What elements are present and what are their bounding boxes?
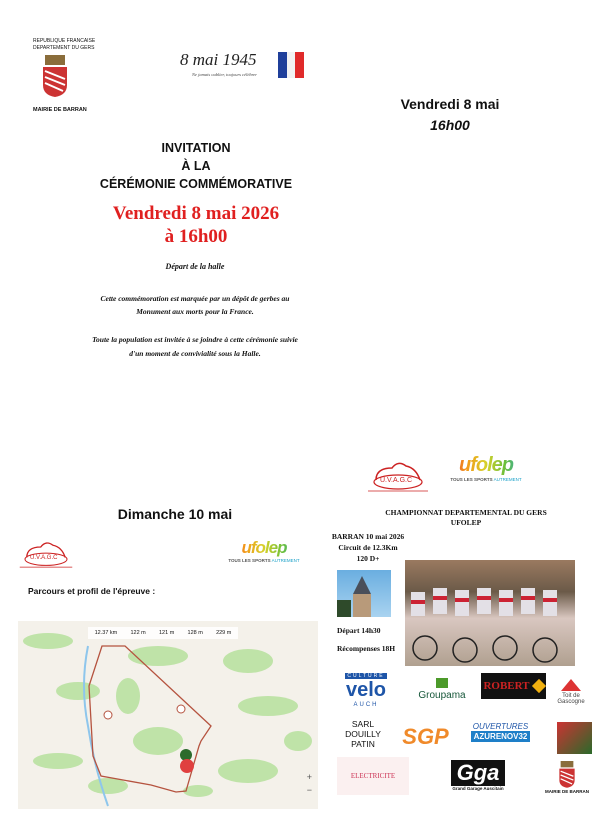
sponsor-azurenov: OUVERTURES AZURENOV32 [468, 713, 533, 751]
sponsor-mairie-barran: MAIRIE DE BARRAN [540, 756, 594, 798]
mairie-label: MAIRIE DE BARRAN [33, 107, 87, 113]
map-zoom-controls [307, 771, 312, 797]
course-map[interactable] [18, 621, 318, 809]
zoom-out-icon[interactable]: − [306, 785, 312, 795]
friday-time: 16h00 [430, 117, 470, 133]
ceremony-invitation-text: Toute la population est invitée à se joindre à cette cérémonie suivie d'un moment de convivialité sous la Halle. [92, 335, 298, 358]
barran-crest-icon [40, 55, 70, 99]
groupama-leaf-icon [436, 678, 448, 688]
ufolep-logo-small: ufolep TOUS LES SPORTS AUTREMENT [226, 538, 302, 563]
sponsor-toit-de-gascogne: Toit de Gascogne [548, 671, 594, 713]
course-title: Parcours et profil de l'épreuve : [28, 586, 156, 596]
championship-title: CHAMPIONNAT DEPARTEMENTAL DU GERS UFOLEP [385, 508, 547, 527]
barran-crest-icon [557, 761, 577, 789]
race-info: BARRAN 10 mai 2026 Circuit de 12.3Km 120 D+ [331, 532, 405, 563]
start-time: Départ 14h30 [337, 626, 381, 635]
cyclist-icon [366, 458, 430, 494]
sponsor-electricite: ELECTRICITE [337, 757, 409, 795]
ceremony-description: Cette commémoration est marquée par un dépôt de gerbes au Monument aux morts pour la France. [100, 294, 290, 316]
sponsor-douilly-patin: SARL DOUILLY PATIN [345, 719, 381, 749]
uvagc-logo-small: U.V.A.G.C [18, 538, 74, 575]
map-stats-bar: 12.37 km 122 m 121 m 128 m 229 m [88, 627, 238, 639]
team-photo [405, 560, 575, 666]
sponsor-robert: ROBERT [481, 673, 546, 699]
sponsor-sgp: SGP [402, 724, 449, 749]
banner-8-mai-1945: 8 mai 1945 Ne jamais oublier, toujours célébrer [178, 50, 304, 80]
finish-marker-icon [180, 759, 194, 773]
invitation-title: INVITATION À LA CÉRÉMONIE COMMÉMORATIVE [99, 141, 293, 191]
zoom-in-icon[interactable]: + [306, 772, 312, 782]
uvagc-logo: U.V.A.G.C [366, 458, 430, 499]
sunday-day: Dimanche 10 mai [117, 506, 233, 522]
french-flag-icon [278, 52, 304, 78]
departure-text: Départ de la halle [165, 262, 225, 271]
ceremony-date: Vendredi 8 mai 2026 à 16h00 [112, 203, 280, 247]
sponsor-groupama: Groupama [412, 672, 472, 706]
sponsor-culture-velo: CULTURE velo AUCH [345, 672, 387, 708]
church-photo [337, 570, 391, 617]
ufolep-logo: ufolep TOUS LES SPORTS AUTREMENT [448, 454, 524, 482]
republic-label: REPUBLIQUE FRANCAISE DEPARTEMENT DU GERS [33, 38, 96, 51]
sponsor-gga: Gga Grand Garage Auscitain [452, 759, 504, 791]
map-terrain [18, 621, 318, 809]
sponsor-photo-logo [557, 722, 592, 754]
friday-day: Vendredi 8 mai [400, 96, 500, 112]
cyclist-icon [18, 538, 74, 570]
awards-time: Récompenses 18H [337, 644, 396, 653]
